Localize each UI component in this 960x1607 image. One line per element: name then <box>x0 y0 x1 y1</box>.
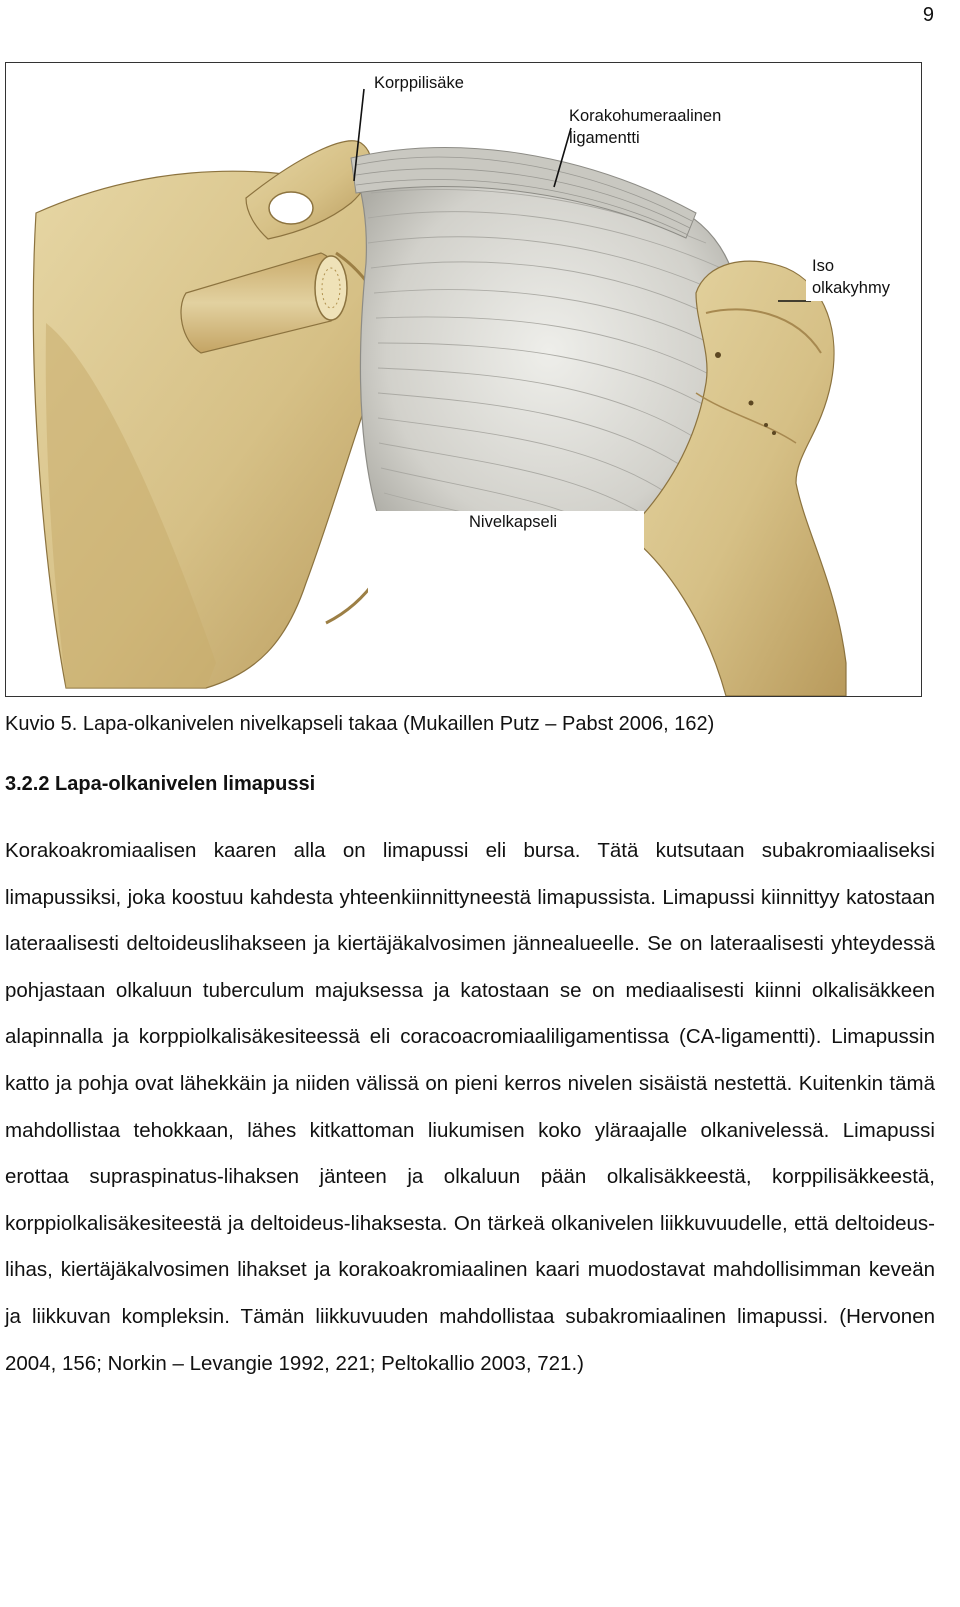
shoulder-joint-illustration <box>6 63 921 696</box>
label-coracohumeral-ligament: Korakohumeraalinen ligamentti <box>569 107 722 147</box>
label-joint-capsule: Nivelkapseli <box>469 513 558 531</box>
figure-caption: Kuvio 5. Lapa-olkanivelen nivelkapseli takaa (Mukaillen Putz – Pabst 2006, 162) <box>5 713 715 735</box>
section-heading: 3.2.2 Lapa-olkanivelen limapussi <box>5 773 316 795</box>
coracoid-foramen <box>269 192 313 224</box>
clavicle-cut <box>315 256 347 320</box>
body-paragraph: Korakoakromiaalisen kaaren alla on limapussi eli bursa. Tätä kutsutaan subakromiaaliseksi limapussiksi, joka koostuu kahdesta yhteenkiinnittyneestä limapussista. Limapussi kiinnittyy katostaan lateraalisesti deltoideuslihakseen ja kiertäjäkalvosimen jännealueelle. Se on lateraalisesti yhteydessä pohjastaan olkaluun tuberculum majuksessa ja katostaan se on mediaalisesti kiinni olkalisäkkeen alapinnalla ja korppiolkalisäkesiteessä eli coracoacromiaaliligamentissa (CA-ligamentti). Limapussin katto ja pohja ovat lähekkäin ja niiden välissä on pieni kerros nivelen sisäistä nestettä. Kuitenkin tämä mahdollistaa tehokkaan, lähes kitkattoman liukumisen koko yläraajalle olkanivelessä. Limapussi erottaa supraspinatus-lihaksen jänteen ja olkaluun pään olkalisäkkeestä, korppilisäkkeestä, korppiolkalisäkesiteestä ja deltoideus-lihaksesta. On tärkeä olkanivelen liikkuvuudelle, että deltoideus-lihas, kiertäjäkalvosimen lihakset ja korakoakromiaalinen kaari muodostavat mahdollisimman keveän ja liikkuvan kompleksin. Tämän liikkuvuuden mahdollistaa subakromiaalinen limapussi. (Hervonen 2004, 156; Norkin – Levangie 1992, 221; Peltokallio 2003, 721.) <box>5 839 935 1375</box>
page-number: 9 <box>922 4 934 26</box>
label-greater-tubercle: Iso olkakyhmy <box>806 253 896 301</box>
anatomy-figure <box>5 62 922 697</box>
label-coracoid: Korppilisäke <box>374 74 464 92</box>
